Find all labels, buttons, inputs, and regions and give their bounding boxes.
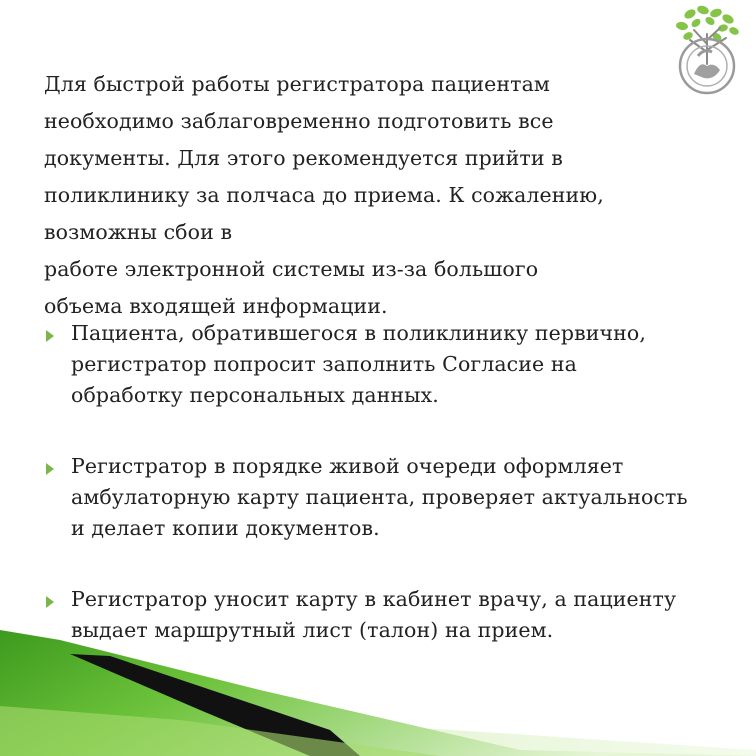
- intro-line: документы. Для этого рекомендуется прийти в: [44, 146, 563, 170]
- bullet-arrow-icon: [46, 463, 54, 475]
- bullet-line: амбулаторную карту пациента, проверяет актуальность: [71, 485, 688, 509]
- intro-line: необходимо заблаговременно подготовить все: [44, 109, 554, 133]
- intro-line: возможны сбои в: [44, 220, 233, 244]
- tree-in-hand-emblem-icon: [670, 4, 744, 98]
- bullet-line: Регистратор уносит карту в кабинет врачу, а пациенту: [71, 587, 677, 611]
- bullet-line: выдает маршрутный лист (талон) на прием.: [71, 618, 554, 642]
- bullet-item: [44, 318, 734, 411]
- bullet-line: Регистратор в порядке живой очереди оформляет: [71, 454, 624, 478]
- bullet-line: Пациента, обратившегося в поликлинику первично,: [71, 321, 646, 345]
- intro-line: работе электронной системы из-за большого: [44, 257, 539, 281]
- intro-line: Для быстрой работы регистратора пациентам: [44, 72, 550, 96]
- intro-line: объема входящей информации.: [44, 294, 388, 318]
- bullet-arrow-icon: [46, 596, 54, 608]
- bullet-line: регистратор попросит заполнить Согласие на: [71, 352, 577, 376]
- decorative-swoosh: [0, 610, 756, 756]
- bullet-item: [44, 451, 734, 544]
- intro-paragraph: [44, 66, 644, 325]
- bullet-arrow-icon: [46, 330, 54, 342]
- bullet-line: обработку персональных данных.: [71, 383, 439, 407]
- bullet-line: и делает копии документов.: [71, 516, 380, 540]
- intro-line: поликлинику за полчаса до приема. К сожалению,: [44, 183, 604, 207]
